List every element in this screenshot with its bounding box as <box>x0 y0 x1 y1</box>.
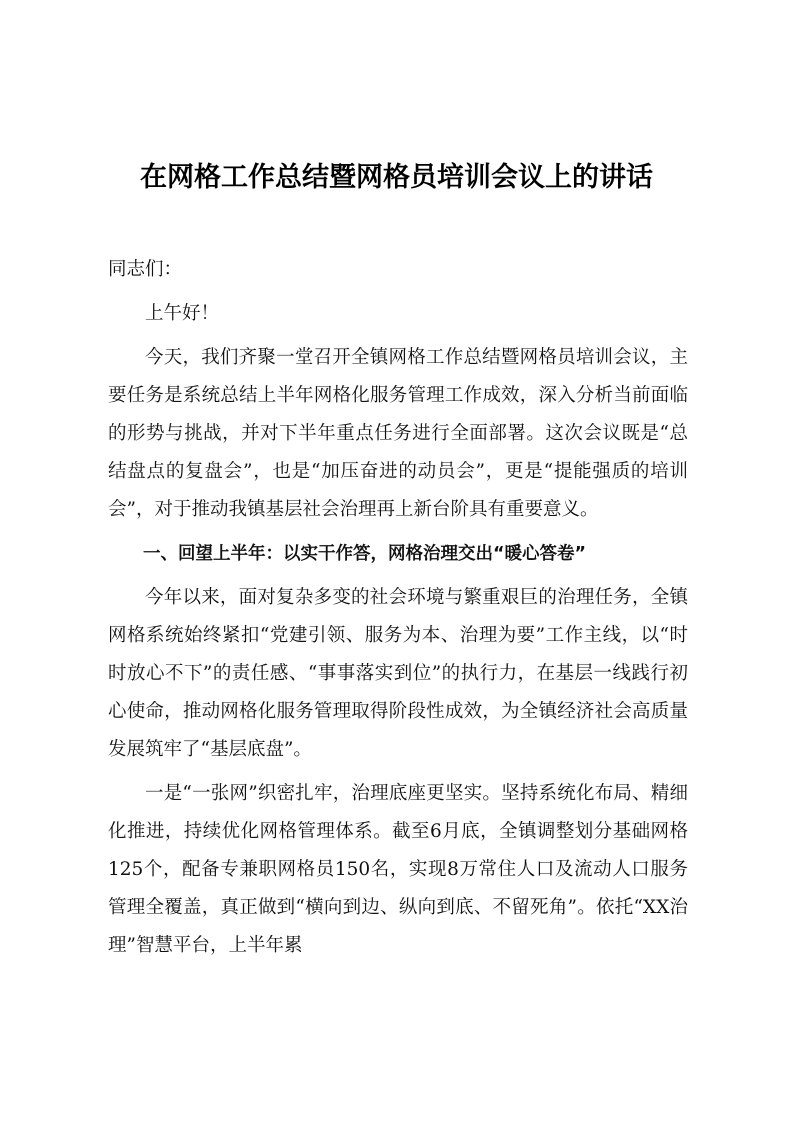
section1-paragraph-1: 今年以来，面对复杂多变的社会环境与繁重艰巨的治理任务，全镇网格系统始终紧扣“党建引领、服务为本、治理为要”工作主线，以“时时放心不下”的责任感、“事事落实到位”的执行力，在基层一线践行初心使命，推动网格化服务管理取得阶段性成效，为全镇经济社会高质量发展筑牢了“基层底盘”。 <box>108 587 688 760</box>
salutation: 同志们： <box>108 259 183 280</box>
section1-paragraph-2: 一是“一张网”织密扎牢，治理底座更坚实。坚持系统化布局、精细化推进，持续优化网格管理体系。截至6月底，全镇调整划分基础网格125个，配备专兼职网格员150名，实现8万常住人口及流动人口服务管理全覆盖，真正做到“横向到边、纵向到底、不留死角”。依托“XX治理”智慧平台，上半年累 <box>108 783 688 956</box>
section-heading-1: 一、回望上半年：以实干作答，网格治理交出“暖心答卷” <box>143 544 587 564</box>
document-body <box>108 251 688 971</box>
document-title: 在网格工作总结暨网格员培训会议上的讲话 <box>140 162 653 193</box>
intro-paragraph: 今天，我们齐聚一堂召开全镇网格工作总结暨网格员培训会议，主要任务是系统总结上半年网格化服务管理工作成效，深入分析当前面临的形势与挑战，并对下半年重点任务进行全面部署。这次会议既是“总结盘点的复盘会”，也是“加压奋进的动员会”，更是“提能强质的培训会”，对于推动我镇基层社会治理再上新台阶具有重要意义。 <box>108 347 688 520</box>
greeting: 上午好！ <box>145 303 220 324</box>
